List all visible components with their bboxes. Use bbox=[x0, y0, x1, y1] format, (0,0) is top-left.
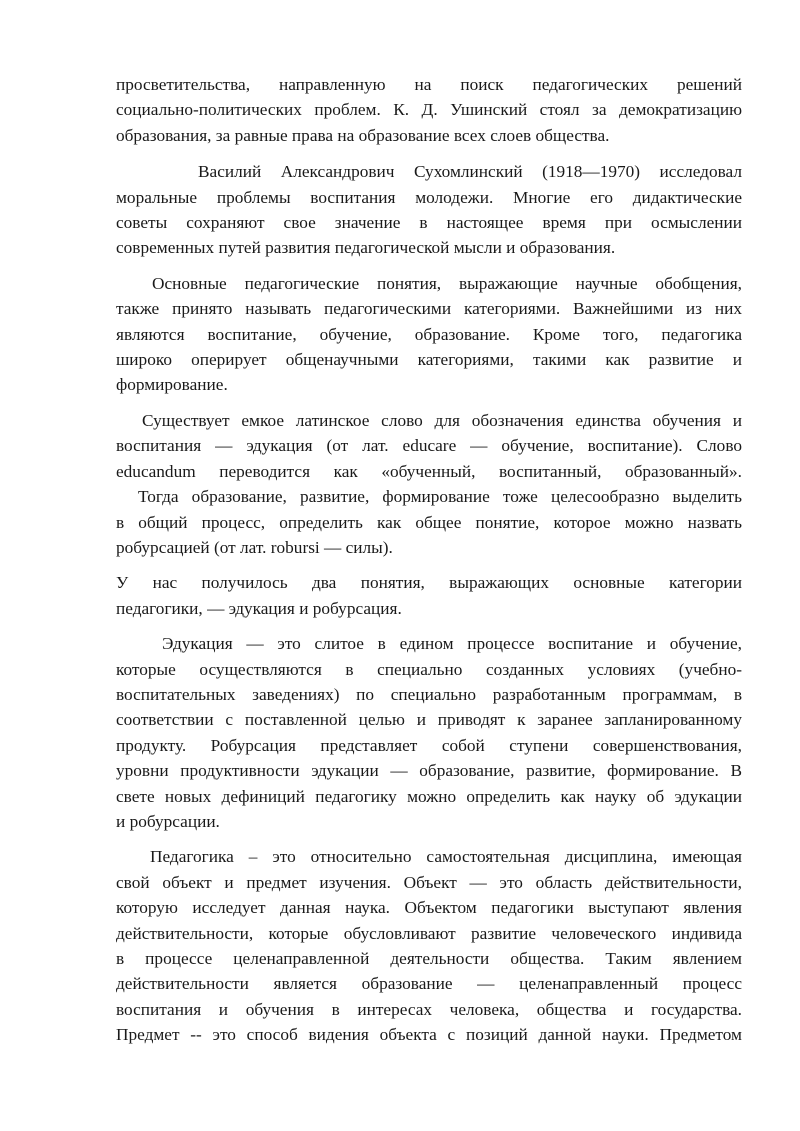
text-line: продукту. Робурсация представляет собой ступени совершенствования, bbox=[116, 735, 742, 755]
text-line: Тогда образование, развитие, формирование тоже целесообразно выделить bbox=[138, 487, 742, 507]
text-line: уровни продуктивности эдукации — образование, развитие, формирование. В bbox=[116, 761, 742, 781]
text-line: которые осуществляются в специально созданных условиях (учебно- bbox=[116, 659, 742, 679]
text-line: являются воспитание, обучение, образование. Кроме того, педагогика bbox=[116, 324, 742, 344]
text-line: Предмет -- это способ видения объекта с позиций данной науки. Предметом bbox=[116, 1025, 742, 1045]
text-line: просветительства, направленную на поиск педагогических решений bbox=[116, 75, 742, 94]
text-line: educandum переводится как «обученный, воспитанный, образованный». bbox=[116, 461, 742, 481]
document-body bbox=[116, 72, 742, 1058]
text-line: воспитательных заведениях) по специально разработанным программам, в bbox=[116, 684, 742, 704]
text-line: воспитания и обучения в интересах человека, общества и государства. bbox=[116, 999, 742, 1019]
text-line: Основные педагогические понятия, выражающие научные обобщения, bbox=[152, 273, 742, 293]
text-line: которую исследует данная наука. Объектом педагогики выступают явления bbox=[116, 898, 742, 918]
text-line: соответствии с поставленной целью и приводят к заранее запланированному bbox=[116, 710, 742, 730]
paragraph-7 bbox=[116, 844, 742, 1047]
paragraph-4 bbox=[116, 408, 742, 560]
text-line: социально-политических проблем. К. Д. Ушинский стоял за демократизацию bbox=[116, 100, 742, 120]
text-line: в процессе целенаправленной деятельности общества. Таким явлением bbox=[116, 949, 742, 968]
text-line: Существует емкое латинское слово для обозначения единства обучения и bbox=[142, 410, 742, 430]
text-line: свете новых дефиниций педагогику можно определить как науку об эдукации bbox=[116, 786, 742, 806]
text-line: действительности, которые обусловливают развитие человеческого индивида bbox=[116, 923, 742, 943]
paragraph-1 bbox=[116, 72, 742, 148]
text-line: Эдукация — это слитое в едином процессе воспитание и обучение, bbox=[162, 634, 742, 654]
text-line: Педагогика – это относительно самостоятельная дисциплина, имеющая bbox=[150, 847, 742, 867]
text-line: современных путей развития педагогической мысли и образования. bbox=[116, 238, 616, 258]
text-line: педагогики, — эдукация и робурсация. bbox=[116, 598, 402, 618]
text-line: в общий процесс, определить как общее понятие, которое можно назвать bbox=[116, 512, 742, 532]
paragraph-6 bbox=[116, 631, 742, 834]
text-line: образования, за равные права на образование всех слоев общества. bbox=[116, 125, 610, 145]
text-line: Василий Александрович Сухомлинский (1918—1970) исследовал bbox=[198, 162, 742, 182]
paragraph-5 bbox=[116, 570, 742, 621]
text-line: действительности является образование — целенаправленный процесс bbox=[116, 974, 742, 994]
text-line: формирование. bbox=[116, 375, 228, 395]
paragraph-3 bbox=[116, 271, 742, 398]
text-line: У нас получилось два понятия, выражающих основные категории bbox=[116, 573, 742, 593]
text-line: и робурсации. bbox=[116, 811, 220, 831]
text-line: также принято называть педагогическими категориями. Важнейшими из них bbox=[116, 299, 742, 319]
text-line: моральные проблемы воспитания молодежи. Многие его дидактические bbox=[116, 187, 742, 207]
paragraph-2 bbox=[116, 159, 742, 261]
text-line: робурсацией (от лат. robursі — силы). bbox=[116, 537, 393, 557]
text-line: советы сохраняют свое значение в настоящее время при осмыслении bbox=[116, 213, 742, 233]
text-line: воспитания — эдукация (от лат. educare — обучение, воспитание). Слово bbox=[116, 436, 742, 456]
text-line: широко оперирует общенаучными категориями, такими как развитие и bbox=[116, 350, 742, 370]
text-line: свой объект и предмет изучения. Объект — это область действительности, bbox=[116, 872, 742, 892]
